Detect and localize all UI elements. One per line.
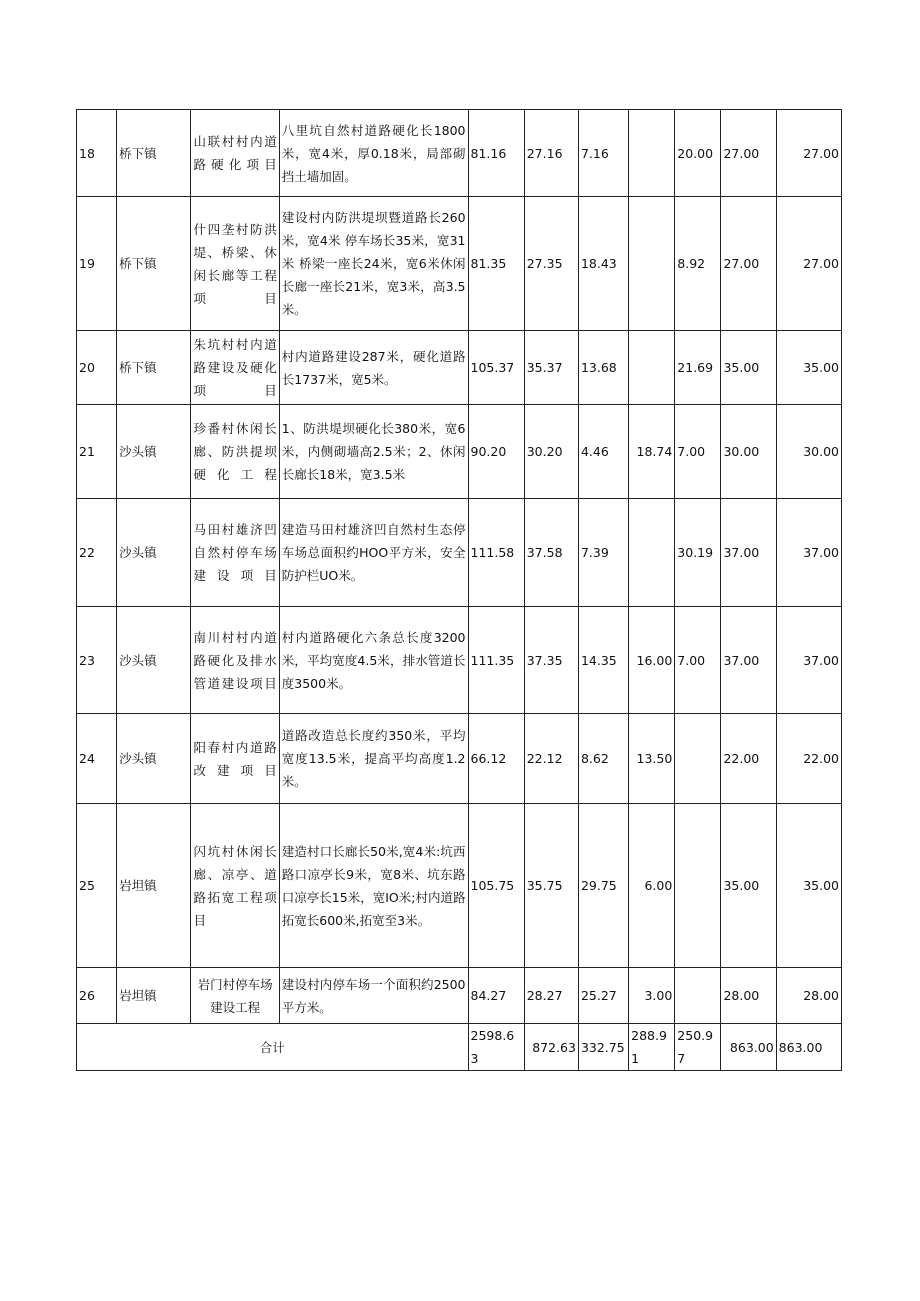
amount-col5-cell: 8.92 [675, 197, 721, 331]
amount-col4-cell [629, 197, 675, 331]
row-number: 26 [77, 968, 117, 1024]
amount-col3-cell: 13.68 [578, 331, 628, 405]
amount-col7-cell: 27.00 [776, 110, 841, 197]
project-name-cell: 南川村村内道路硬化及排水管道建设项目 [191, 607, 279, 714]
amount-col5-cell [675, 714, 721, 804]
amount-col7-cell: 27.00 [776, 197, 841, 331]
total-col5-cell: 250.97 [675, 1024, 721, 1071]
row-number: 25 [77, 804, 117, 968]
amount-col3-cell: 25.27 [578, 968, 628, 1024]
project-table [76, 109, 842, 1071]
amount-col4-cell: 13.50 [629, 714, 675, 804]
total-col4-cell: 288.91 [629, 1024, 675, 1071]
amount-col2-cell: 27.16 [524, 110, 578, 197]
amount-col5-cell: 7.00 [675, 405, 721, 499]
amount-total-cell: 105.37 [468, 331, 524, 405]
amount-col4-cell: 16.00 [629, 607, 675, 714]
amount-col3-cell: 7.16 [578, 110, 628, 197]
total-label: 合计 [77, 1024, 469, 1071]
amount-col2-cell: 22.12 [524, 714, 578, 804]
amount-total-cell: 81.16 [468, 110, 524, 197]
amount-col6-cell: 37.00 [721, 499, 776, 607]
amount-col2-cell: 35.37 [524, 331, 578, 405]
amount-col4-cell [629, 110, 675, 197]
amount-col2-cell: 37.35 [524, 607, 578, 714]
amount-total-cell: 81.35 [468, 197, 524, 331]
town-cell: 桥下镇 [117, 331, 191, 405]
amount-total-cell: 105.75 [468, 804, 524, 968]
table-row [77, 607, 842, 714]
project-name-cell: 山联村村内道路硬化项目 [191, 110, 279, 197]
town-cell: 桥下镇 [117, 197, 191, 331]
row-number: 19 [77, 197, 117, 331]
amount-col7-cell: 37.00 [776, 607, 841, 714]
amount-col6-cell: 27.00 [721, 110, 776, 197]
amount-col5-cell: 7.00 [675, 607, 721, 714]
amount-col3-cell: 18.43 [578, 197, 628, 331]
project-description-cell: 建设村内防洪堤坝暨道路长260米，宽4米 停车场长35米，宽31米 桥梁一座长24米，宽6米休闲长廊一座长21米，宽3米，高3.5米。 [279, 197, 468, 331]
amount-col4-cell: 18.74 [629, 405, 675, 499]
project-name-cell: 什四垄村防洪堤、桥梁、休闲长廊等工程项目 [191, 197, 279, 331]
row-number: 23 [77, 607, 117, 714]
table-row [77, 197, 842, 331]
table-row [77, 804, 842, 968]
project-name-cell: 阳春村内道路改建项目 [191, 714, 279, 804]
town-cell: 沙头镇 [117, 499, 191, 607]
amount-col6-cell: 35.00 [721, 331, 776, 405]
amount-col3-cell: 8.62 [578, 714, 628, 804]
project-description-cell: 1、防洪堤坝硬化长380米，宽6米，内侧砌墙高2.5米；2、休闲长廊长18米，宽3.5米 [279, 405, 468, 499]
total-amount-cell: 2598.63 [468, 1024, 524, 1071]
amount-col6-cell: 35.00 [721, 804, 776, 968]
project-name-cell: 马田村雄济凹自然村停车场建设项目 [191, 499, 279, 607]
amount-total-cell: 90.20 [468, 405, 524, 499]
project-description-cell: 八里坑自然村道路硬化长1800米，宽4米，厚0.18米，局部砌挡土墙加固。 [279, 110, 468, 197]
total-col6-cell: 863.00 [721, 1024, 776, 1071]
amount-col2-cell: 37.58 [524, 499, 578, 607]
amount-col3-cell: 4.46 [578, 405, 628, 499]
amount-col7-cell: 30.00 [776, 405, 841, 499]
project-description-cell: 村内道路建设287米，硬化道路长1737米，宽5米。 [279, 331, 468, 405]
amount-col5-cell [675, 804, 721, 968]
row-number: 24 [77, 714, 117, 804]
amount-col4-cell: 6.00 [629, 804, 675, 968]
town-cell: 岩坦镇 [117, 968, 191, 1024]
table-row [77, 499, 842, 607]
amount-col7-cell: 28.00 [776, 968, 841, 1024]
amount-col4-cell [629, 499, 675, 607]
amount-col3-cell: 14.35 [578, 607, 628, 714]
amount-col2-cell: 35.75 [524, 804, 578, 968]
total-row [77, 1024, 842, 1071]
amount-col5-cell: 21.69 [675, 331, 721, 405]
table-row [77, 331, 842, 405]
town-cell: 桥下镇 [117, 110, 191, 197]
amount-total-cell: 111.58 [468, 499, 524, 607]
table-row [77, 714, 842, 804]
table-row [77, 110, 842, 197]
amount-total-cell: 84.27 [468, 968, 524, 1024]
amount-col6-cell: 22.00 [721, 714, 776, 804]
project-description-cell: 建造村口长廊长50米,宽4米:坑西路口凉亭长9米，宽8米、坑东路口凉亭长15米，宽IO米;村内道路拓宽长600米,拓宽至3米。 [279, 804, 468, 968]
amount-col2-cell: 28.27 [524, 968, 578, 1024]
row-number: 21 [77, 405, 117, 499]
amount-col6-cell: 28.00 [721, 968, 776, 1024]
amount-col6-cell: 37.00 [721, 607, 776, 714]
amount-col7-cell: 35.00 [776, 331, 841, 405]
amount-col3-cell: 7.39 [578, 499, 628, 607]
project-name-cell: 闪坑村休闲长廊、凉亭、道路拓宽工程项目 [191, 804, 279, 968]
total-col2-cell: 872.63 [524, 1024, 578, 1071]
project-name-cell: 岩门村停车场建设工程 [191, 968, 279, 1024]
amount-total-cell: 66.12 [468, 714, 524, 804]
amount-col6-cell: 27.00 [721, 197, 776, 331]
project-description-cell: 道路改造总长度约350米，平均宽度13.5米，提高平均高度1.2米。 [279, 714, 468, 804]
row-number: 20 [77, 331, 117, 405]
table-row [77, 968, 842, 1024]
town-cell: 沙头镇 [117, 405, 191, 499]
project-name-cell: 珍番村休闲长廊、防洪提坝硬化工程 [191, 405, 279, 499]
town-cell: 沙头镇 [117, 607, 191, 714]
project-description-cell: 建造马田村雄济凹自然村生态停车场总面积约HOO平方米，安全防护栏UO米。 [279, 499, 468, 607]
amount-col2-cell: 27.35 [524, 197, 578, 331]
amount-col4-cell [629, 331, 675, 405]
amount-col2-cell: 30.20 [524, 405, 578, 499]
project-description-cell: 村内道路硬化六条总长度3200米，平均宽度4.5米，排水管道长度3500米。 [279, 607, 468, 714]
project-name-cell: 朱坑村村内道路建设及硬化项目 [191, 331, 279, 405]
amount-col3-cell: 29.75 [578, 804, 628, 968]
amount-col7-cell: 22.00 [776, 714, 841, 804]
amount-total-cell: 111.35 [468, 607, 524, 714]
row-number: 18 [77, 110, 117, 197]
amount-col6-cell: 30.00 [721, 405, 776, 499]
town-cell: 岩坦镇 [117, 804, 191, 968]
total-col3-cell: 332.75 [578, 1024, 628, 1071]
amount-col4-cell: 3.00 [629, 968, 675, 1024]
town-cell: 沙头镇 [117, 714, 191, 804]
total-col7-cell: 863.00 [776, 1024, 841, 1071]
amount-col5-cell: 20.00 [675, 110, 721, 197]
row-number: 22 [77, 499, 117, 607]
amount-col7-cell: 35.00 [776, 804, 841, 968]
project-description-cell: 建设村内停车场一个面积约2500平方米。 [279, 968, 468, 1024]
amount-col5-cell [675, 968, 721, 1024]
amount-col7-cell: 37.00 [776, 499, 841, 607]
amount-col5-cell: 30.19 [675, 499, 721, 607]
table-row [77, 405, 842, 499]
